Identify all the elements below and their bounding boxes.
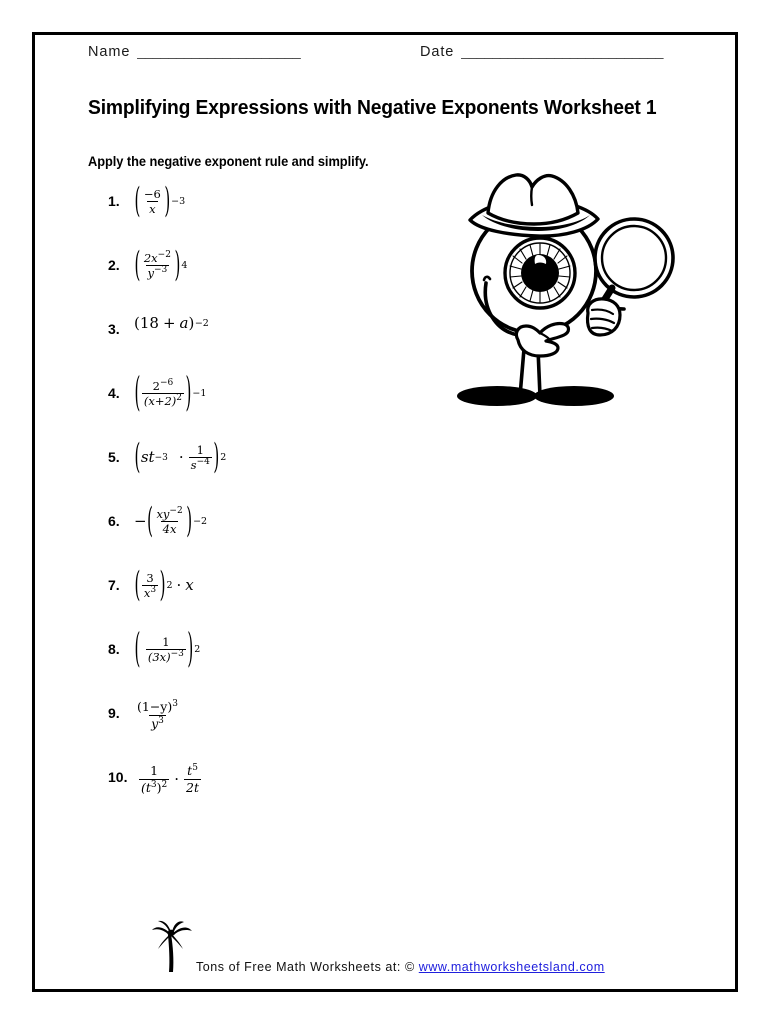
numerator-exponent: −2: [169, 506, 183, 517]
problem-expression: ( 18 + a ) −2: [134, 314, 209, 332]
date-label: Date: [420, 44, 455, 60]
fraction: [135, 700, 180, 730]
fraction: [189, 444, 212, 472]
problem-expression: [134, 698, 181, 730]
numerator-base: t: [187, 763, 193, 778]
problem-number: 6.: [108, 513, 120, 529]
palm-tree-icon: [150, 920, 194, 976]
numerator-exponent: −2: [157, 250, 171, 261]
paren-open: (: [134, 624, 141, 673]
denominator-exponent: 2: [176, 393, 183, 404]
fraction-numerator: [151, 380, 176, 393]
instruction-text: Apply the negative exponent rule and simplify.: [88, 154, 369, 169]
fraction-denominator: [139, 779, 169, 795]
numerator-base: 2: [152, 379, 160, 393]
denominator-exponent: 3: [158, 715, 164, 726]
fraction: [142, 572, 158, 600]
date-write-line[interactable]: __________________________: [461, 44, 664, 60]
problem-expression: ( $\frac{2^{-6}}{(x+2)^2}$ ) −1: [134, 368, 207, 417]
paren-close: ): [186, 500, 193, 542]
problem-number: 9.: [108, 705, 120, 721]
denominator-exponent: −4: [196, 457, 210, 468]
fraction-numerator: 1: [196, 443, 204, 457]
name-field[interactable]: [88, 44, 313, 60]
paren-open: (: [147, 500, 153, 542]
denominator-base: (3x): [147, 650, 171, 665]
problem-expression: [138, 762, 202, 794]
footer-credit: [196, 960, 605, 974]
name-write-line[interactable]: _____________________: [137, 44, 301, 60]
mathworksheetsland-link[interactable]: www.mathworksheetsland.com: [418, 960, 605, 974]
problem-item: [108, 564, 438, 634]
fraction: [139, 764, 169, 794]
fraction-denominator: [142, 585, 158, 599]
paren-open: (: [134, 244, 141, 286]
term-number: 18: [139, 314, 159, 332]
paren-close: ): [213, 436, 220, 478]
paren-close: ): [159, 564, 166, 606]
fraction-numerator: [142, 252, 173, 265]
fraction: [146, 636, 186, 664]
denominator-base: (t: [141, 779, 151, 795]
fraction: [142, 252, 173, 280]
paren-close: ): [174, 244, 181, 286]
fraction: [142, 188, 163, 216]
paren-close: ): [188, 314, 195, 332]
date-field[interactable]: [420, 44, 683, 60]
paren-open: (: [134, 368, 141, 417]
fraction-numerator: [135, 700, 180, 715]
problem-number: 1.: [108, 193, 120, 209]
problem-number: 7.: [108, 577, 120, 593]
problem-item: [108, 244, 438, 314]
multiply-dot: ·: [174, 769, 180, 788]
problem-number: 4.: [108, 385, 120, 401]
problem-item: [108, 180, 438, 250]
fraction-numerator: −6: [143, 187, 161, 201]
plus-operator: +: [162, 314, 176, 332]
problem-item: [108, 368, 438, 442]
fraction-denominator: x: [149, 202, 156, 217]
problem-item: [108, 500, 438, 570]
fraction: [142, 380, 184, 408]
header-fields: [56, 44, 706, 70]
problem-number: 2.: [108, 257, 120, 273]
negative-sign: −: [134, 512, 147, 531]
numerator-exponent: 5: [192, 762, 198, 773]
problem-number: 5.: [108, 449, 120, 465]
paren-close: ): [187, 624, 194, 673]
fraction-denominator: [189, 457, 212, 471]
page-title: Simplifying Expressions with Negative Exponents Worksheet 1: [88, 96, 657, 119]
fraction-denominator: [146, 265, 170, 279]
fraction-denominator: 2t: [186, 779, 200, 795]
numerator-base: xy: [156, 507, 170, 521]
problem-item: [108, 314, 438, 378]
fraction-numerator: 1: [150, 763, 159, 778]
problem-item: [108, 762, 438, 826]
problem-expression: ( $\frac{2x^{-2}}{y^{-3}}$ ) 4: [134, 244, 188, 286]
problem-number: 10.: [108, 769, 128, 785]
paren-open: (: [134, 314, 140, 332]
problem-number: 8.: [108, 641, 120, 657]
denominator-exponent: 3: [150, 585, 157, 596]
denominator-base: y: [147, 266, 155, 281]
problem-item: [108, 624, 438, 698]
detective-eyeball-mascot-icon: [452, 163, 680, 413]
term-variable: st: [140, 448, 155, 467]
denominator-base: (x+2): [143, 394, 177, 409]
denominator-paren-close: ): [156, 779, 162, 795]
numerator-exponent: 3: [172, 698, 178, 709]
denominator-exponent: −3: [170, 649, 184, 660]
paren-open: (: [134, 180, 141, 222]
fraction-numerator: [185, 764, 200, 779]
numerator-exponent: −6: [159, 378, 174, 389]
problem-expression: ( $\frac{1}{(3x)^{-3}}$ ) 2: [134, 624, 201, 673]
name-label: Name: [88, 44, 131, 60]
problem-number: 3.: [108, 321, 120, 337]
paren-close: ): [164, 180, 171, 222]
fraction: [184, 764, 201, 794]
paren-open: (: [134, 436, 141, 478]
numerator-base: 2x: [143, 251, 158, 265]
footer: [150, 952, 670, 986]
denominator-outer-exponent: 2: [161, 779, 168, 790]
multiply-dot: ·: [176, 576, 182, 595]
fraction-denominator: [149, 715, 166, 731]
problem-item: [108, 436, 438, 506]
fraction-numerator: 3: [146, 571, 154, 585]
footer-credit-text: Tons of Free Math Worksheets at: ©: [196, 960, 415, 974]
problem-expression: − ( $\frac{xy^{-2}}{4x}$ ) −2: [134, 500, 208, 542]
multiply-dot: ·: [178, 448, 184, 467]
problem-expression: ( $\frac{3}{x^3}$ ) 2 · x: [134, 564, 194, 606]
paren-open: (: [134, 564, 141, 606]
fraction-denominator: [142, 393, 184, 407]
fraction: [154, 508, 184, 536]
fraction-denominator: [146, 649, 186, 663]
fraction-denominator: 4x: [162, 522, 177, 537]
denominator-base: y: [151, 715, 159, 731]
denominator-base: s: [190, 458, 197, 473]
denominator-inner-exponent: 3: [150, 779, 157, 790]
problem-expression: ( $\frac{-6}{x}$ ) −3: [134, 180, 186, 222]
problem-list: [108, 180, 438, 826]
problem-item: [108, 698, 438, 762]
fraction-numerator: 1: [162, 635, 170, 649]
denominator-base: x: [143, 586, 151, 601]
term-variable: a: [179, 314, 189, 332]
denominator-exponent: −3: [154, 265, 168, 276]
problem-expression: ( st −3 · $\frac{1}{s^{-4}}$ ) 2: [134, 436, 227, 478]
fraction-numerator: [154, 508, 184, 521]
paren-close: ): [185, 368, 192, 417]
multiplier-variable: x: [185, 576, 194, 595]
numerator-base: (1−y): [137, 699, 173, 714]
